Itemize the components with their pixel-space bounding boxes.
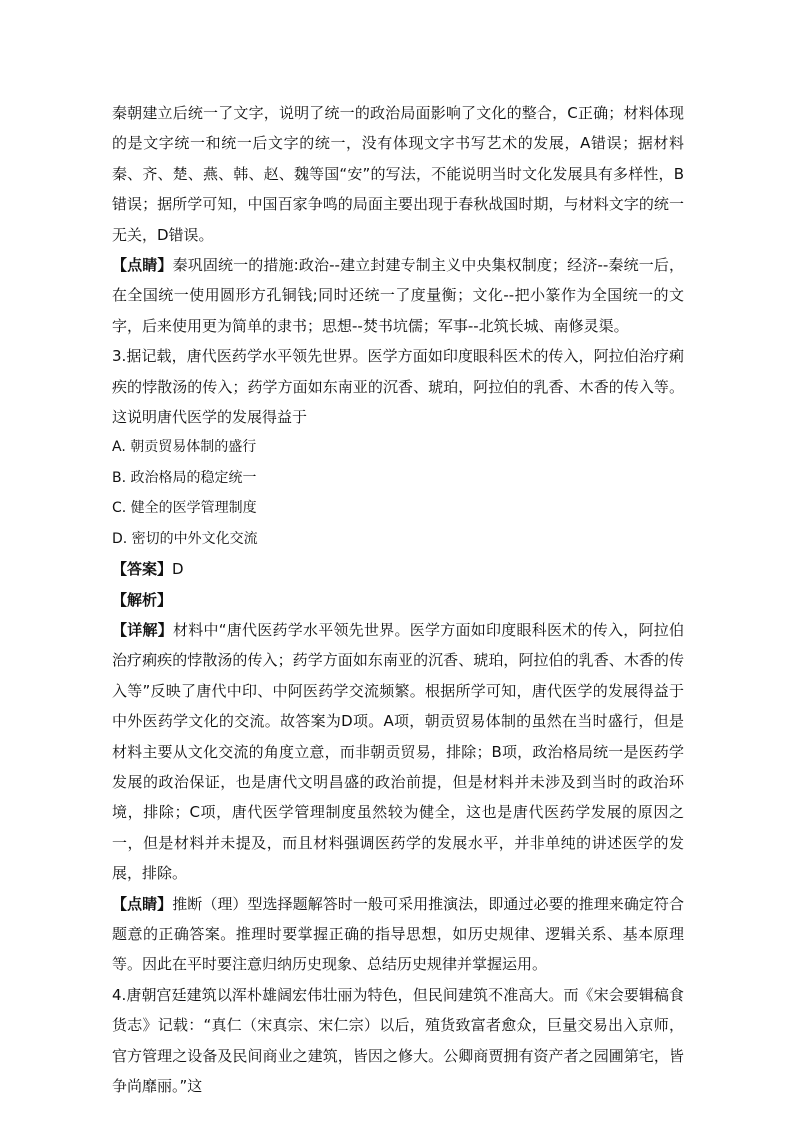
analysis-paragraph: 秦朝建立后统一了文字，说明了统一的政治局面影响了文化的整合，C正确；材料体现的是文字统一和统一后文字的统一，没有体现文字书写艺术的发展，A错误；据材料秦、齐、楚、燕、韩、赵、魏等国“安”的写法，不能说明当时文化发展具有多样性，B错误；据所学可知，中国百家争鸣的局面主要出现于春秋战国时期，与材料文字的统一无关，D错误。 bbox=[112, 104, 684, 244]
document-page bbox=[112, 98, 684, 1101]
question-3-option-b: B. 政治格局的稳定统一 bbox=[112, 469, 257, 486]
detail-paragraph bbox=[112, 615, 684, 889]
analysis-heading: 【解析】 bbox=[112, 590, 173, 609]
tip-text-2: 推断（理）型选择题解答时一般可采用推演法，即通过必要的推理来确定符合题意的正确答案。推理时要掌握正确的指导思想，如历史规律、逻辑关系、基本原理等。因此在平时要注意归纳历史现象、总结历史规律并掌握运用。 bbox=[112, 894, 684, 974]
answer-line bbox=[112, 554, 684, 584]
question-3-option-a: A. 朝贡贸易体制的盛行 bbox=[112, 439, 257, 456]
answer-value: D bbox=[172, 560, 184, 579]
question-4-stem: 4.唐朝宫廷建筑以浑朴雄阔宏伟壮丽为特色，但民间建筑不准高大。而《宋会要辑稿食货志》记载：“真仁（宋真宗、宋仁宗）以后，殖货致富者愈众，巨量交易出入京师，官方管理之设备及民间商业之建筑，皆因之修大。公卿商贾拥有资产者之园圃第宅，皆争尚靡丽。”这 bbox=[112, 985, 684, 1095]
tip-text: 秦巩固统一的措施:政治--建立封建专制主义中央集权制度；经济--秦统一后，在全国统一使用圆形方孔铜钱;同时还统一了度量衡；文化--把小篆作为全国统一的文字，后来使用更为简单的隶书；思想--焚书坑儒；军事--北筑长城、南修灵渠。 bbox=[112, 256, 684, 335]
question-3-option-d: D. 密切的中外文化交流 bbox=[112, 530, 258, 547]
tip-paragraph-2 bbox=[112, 889, 684, 980]
question-3-option-c: C. 健全的医学管理制度 bbox=[112, 500, 257, 517]
detail-label: 【详解】 bbox=[112, 620, 173, 639]
detail-text: 材料中“唐代医药学水平领先世界。医学方面如印度眼科医术的传入，阿拉伯治疗痢疾的悖散汤的传入；药学方面如东南亚的沉香、琥珀，阿拉伯的乳香、木香的传入等”反映了唐代中印、中阿医药学交流频繁。根据所学可知，唐代医学的发展得益于中外医药学文化的交流。故答案为D项。A项，朝贡贸易体制的虽然在当时盛行，但是材料主要从文化交流的角度立意，而非朝贡贸易，排除；B项，政治格局统一是医药学发展的政治保证，也是唐代文明昌盛的政治前提，但是材料并未涉及到当时的政治环境，排除；C项，唐代医学管理制度虽然较为健全，这也是唐代医药学发展的原因之一，但是材料并未提及，而且材料强调医药学的发展水平，并非单纯的讲述医学的发展，排除。 bbox=[112, 620, 684, 883]
tip-label: 【点睛】 bbox=[112, 256, 173, 275]
answer-label: 【答案】 bbox=[112, 560, 173, 579]
tip-label-2: 【点睛】 bbox=[112, 894, 173, 913]
question-3-stem: 3.据记载，唐代医药学水平领先世界。医学方面如印度眼科医术的传入，阿拉伯治疗痢疾的悖散汤的传入；药学方面如东南亚的沉香、琥珀，阿拉伯的乳香、木香的传入等。这说明唐代医学的发展得益于 bbox=[112, 347, 684, 427]
tip-paragraph bbox=[112, 250, 684, 341]
